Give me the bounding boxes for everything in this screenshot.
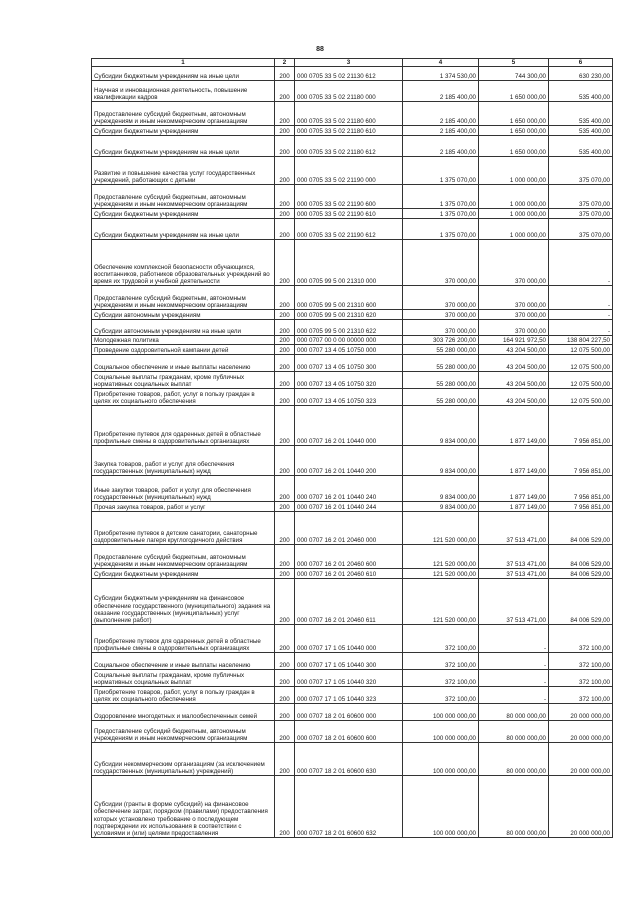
row-value-col5: 1 000 000,00 [479, 209, 549, 219]
table-row [92, 209, 613, 219]
row-value-col4: 2 185 400,00 [403, 81, 479, 102]
row-budget-code: 000 0707 16 2 01 20460 600 [295, 545, 403, 569]
row-value-col6: 375 070,00 [549, 185, 613, 209]
row-name: Предоставление субсидий бюджетным, автономным учреждениям и иным некоммерческим организациям [92, 721, 275, 743]
row-value-col5: 43 204 500,00 [479, 372, 549, 389]
row-value-col5: 370 000,00 [479, 310, 549, 320]
table-row [92, 545, 613, 569]
column-header: 3 [295, 59, 403, 67]
row-value-col6: 12 075 500,00 [549, 389, 613, 406]
table-row [92, 240, 613, 286]
row-value-col6: 535 400,00 [549, 81, 613, 102]
row-admin-code: 200 [275, 670, 295, 687]
row-name: Предоставление субсидий бюджетным, автономным учреждениям и иным некоммерческим организациям [92, 185, 275, 209]
row-value-col4: 121 520 000,00 [403, 545, 479, 569]
row-name: Социальные выплаты гражданам, кроме публичных нормативных социальных выплат [92, 372, 275, 389]
row-budget-code: 000 0707 16 2 01 20460 000 [295, 512, 403, 545]
row-value-col4: 100 000 000,00 [403, 704, 479, 721]
table-row [92, 670, 613, 687]
table-row [92, 579, 613, 625]
row-budget-code: 000 0707 13 4 05 10750 300 [295, 355, 403, 372]
row-admin-code: 200 [275, 126, 295, 136]
row-budget-code: 000 0705 99 5 00 21310 600 [295, 286, 403, 310]
row-budget-code: 000 0707 16 2 01 10440 244 [295, 502, 403, 512]
row-value-col5: 43 204 500,00 [479, 389, 549, 406]
row-value-col4: 370 000,00 [403, 240, 479, 286]
row-name: Приобретение товаров, работ, услуг в пользу граждан в целях их социального обеспечения [92, 687, 275, 704]
row-budget-code: 000 0707 13 4 05 10750 323 [295, 389, 403, 406]
row-value-col6: 12 075 500,00 [549, 372, 613, 389]
row-value-col6: - [549, 310, 613, 320]
row-value-col4: 1 374 530,00 [403, 67, 479, 81]
row-value-col5: 37 513 471,00 [479, 579, 549, 625]
row-name: Субсидии бюджетным учреждениям [92, 569, 275, 579]
row-value-col5: 80 000 000,00 [479, 776, 549, 838]
row-name: Иные закупки товаров, работ и услуг для обеспечения государственных (муниципальных) нужд [92, 476, 275, 502]
row-name: Предоставление субсидий бюджетным, автономным учреждениям и иным некоммерческим организациям [92, 545, 275, 569]
row-value-col5: - [479, 670, 549, 687]
row-value-col6: 20 000 000,00 [549, 721, 613, 743]
row-value-col6: 375 070,00 [549, 157, 613, 185]
row-value-col5: 1 000 000,00 [479, 219, 549, 240]
row-name: Приобретение товаров, работ, услуг в пользу граждан в целях их социального обеспечения [92, 389, 275, 406]
row-value-col6: 20 000 000,00 [549, 743, 613, 776]
row-value-col4: 2 185 400,00 [403, 126, 479, 136]
row-budget-code: 000 0707 16 2 01 20460 611 [295, 579, 403, 625]
row-name: Закупка товаров, работ и услуг для обеспечения государственных (муниципальных) нужд [92, 446, 275, 476]
row-value-col5: 1 650 000,00 [479, 136, 549, 157]
budget-table [91, 58, 613, 838]
table-row [92, 102, 613, 126]
row-value-col6: 12 075 500,00 [549, 345, 613, 355]
table-row [92, 569, 613, 579]
table-row [92, 446, 613, 476]
table-row [92, 687, 613, 704]
row-value-col5: 370 000,00 [479, 240, 549, 286]
row-value-col5: 1 877 149,00 [479, 476, 549, 502]
row-value-col6: 372 100,00 [549, 670, 613, 687]
row-value-col5: 37 513 471,00 [479, 569, 549, 579]
row-value-col4: 9 834 000,00 [403, 446, 479, 476]
row-value-col5: 37 513 471,00 [479, 545, 549, 569]
table-row [92, 185, 613, 209]
row-admin-code: 200 [275, 67, 295, 81]
table-row [92, 310, 613, 320]
row-value-col6: 20 000 000,00 [549, 704, 613, 721]
row-admin-code: 200 [275, 209, 295, 219]
table-row [92, 389, 613, 406]
table-row [92, 157, 613, 185]
row-budget-code: 000 0707 16 2 01 10440 200 [295, 446, 403, 476]
row-value-col6: 84 006 529,00 [549, 579, 613, 625]
row-admin-code: 200 [275, 310, 295, 320]
header-row [92, 59, 613, 67]
table-row [92, 345, 613, 355]
table-row [92, 476, 613, 502]
row-budget-code: 000 0705 33 5 02 21190 610 [295, 209, 403, 219]
row-name: Научная и инновационная деятельность, повышение квалификации кадров [92, 81, 275, 102]
row-admin-code: 200 [275, 81, 295, 102]
row-value-col5: - [479, 625, 549, 653]
row-admin-code: 200 [275, 687, 295, 704]
row-name: Приобретение путевок в детские санатории, санаторные оздоровительные лагеря круглогодичного действия [92, 512, 275, 545]
row-budget-code: 000 0705 99 5 00 21310 620 [295, 310, 403, 320]
row-admin-code: 200 [275, 406, 295, 446]
row-value-col6: - [549, 320, 613, 336]
row-value-col4: 372 100,00 [403, 653, 479, 670]
table-row [92, 372, 613, 389]
row-value-col6: 20 000 000,00 [549, 776, 613, 838]
row-value-col6: 7 956 851,00 [549, 446, 613, 476]
row-name: Субсидии автономным учреждениям [92, 310, 275, 320]
table-row [92, 743, 613, 776]
table-row [92, 320, 613, 336]
row-budget-code: 000 0707 18 2 01 60600 632 [295, 776, 403, 838]
row-name: Социальное обеспечение и иные выплаты населению [92, 653, 275, 670]
row-value-col4: 372 100,00 [403, 625, 479, 653]
row-value-col4: 303 726 200,00 [403, 336, 479, 345]
row-name: Субсидии бюджетным учреждениям на финансовое обеспечение государственного (муниципального) задания на оказание государственных (муниципальных) услуг (выполнение работ) [92, 579, 275, 625]
row-budget-code: 000 0707 16 2 01 10440 000 [295, 406, 403, 446]
row-name: Приобретение путевок для одаренных детей в областные профильные смены в оздоровительных организациях [92, 406, 275, 446]
row-value-col6: 7 956 851,00 [549, 406, 613, 446]
row-value-col6: 12 075 500,00 [549, 355, 613, 372]
row-admin-code: 200 [275, 240, 295, 286]
table-row [92, 286, 613, 310]
row-admin-code: 200 [275, 545, 295, 569]
row-value-col5: 1 877 149,00 [479, 446, 549, 476]
page-number: 88 [316, 46, 324, 53]
row-budget-code: 000 0707 18 2 01 60600 600 [295, 721, 403, 743]
row-budget-code: 000 0707 18 2 01 60600 630 [295, 743, 403, 776]
table-row [92, 81, 613, 102]
row-name: Субсидии некоммерческим организациям (за исключением государственных (муниципальных) учреждений) [92, 743, 275, 776]
row-name: Прочая закупка товаров, работ и услуг [92, 502, 275, 512]
row-name: Проведение оздоровительной кампании детей [92, 345, 275, 355]
table-row [92, 67, 613, 81]
row-value-col5: 370 000,00 [479, 286, 549, 310]
row-name: Предоставление субсидий бюджетным, автономным учреждениям и иным некоммерческим организациям [92, 286, 275, 310]
row-name: Субсидии (гранты в форме субсидий) на финансовое обеспечение затрат, порядком (правилами) предоставления которых установлено требование о последующем подтверждении их использования в соответствии с условиями и (или) целями предоставления [92, 776, 275, 838]
row-budget-code: 000 0707 17 1 05 10440 320 [295, 670, 403, 687]
row-budget-code: 000 0707 13 4 05 10750 320 [295, 372, 403, 389]
row-admin-code: 200 [275, 653, 295, 670]
row-admin-code: 200 [275, 136, 295, 157]
row-name: Субсидии бюджетным учреждениям на иные цели [92, 136, 275, 157]
row-budget-code: 000 0705 33 5 02 21190 000 [295, 157, 403, 185]
row-value-col5: 1 000 000,00 [479, 157, 549, 185]
row-admin-code: 200 [275, 157, 295, 185]
table-row [92, 336, 613, 345]
row-value-col6: 7 956 851,00 [549, 476, 613, 502]
row-value-col6: 372 100,00 [549, 653, 613, 670]
row-value-col6: 84 006 529,00 [549, 512, 613, 545]
row-value-col4: 121 520 000,00 [403, 512, 479, 545]
row-admin-code: 200 [275, 286, 295, 310]
row-admin-code: 200 [275, 512, 295, 545]
row-value-col4: 55 280 000,00 [403, 355, 479, 372]
row-admin-code: 200 [275, 776, 295, 838]
row-value-col6: 138 804 227,50 [549, 336, 613, 345]
row-value-col5: 1 877 149,00 [479, 502, 549, 512]
table-row [92, 704, 613, 721]
row-value-col4: 9 834 000,00 [403, 502, 479, 512]
row-value-col5: 80 000 000,00 [479, 743, 549, 776]
row-budget-code: 000 0705 33 5 02 21130 612 [295, 67, 403, 81]
row-admin-code: 200 [275, 476, 295, 502]
row-value-col4: 100 000 000,00 [403, 743, 479, 776]
row-name: Предоставление субсидий бюджетным, автономным учреждениям и иным некоммерческим организациям [92, 102, 275, 126]
row-value-col6: - [549, 286, 613, 310]
row-value-col5: - [479, 653, 549, 670]
row-value-col5: 43 204 500,00 [479, 345, 549, 355]
row-admin-code: 200 [275, 743, 295, 776]
row-value-col6: 372 100,00 [549, 687, 613, 704]
row-name: Субсидии бюджетным учреждениям на иные цели [92, 219, 275, 240]
row-value-col6: 375 070,00 [549, 209, 613, 219]
column-header: 5 [479, 59, 549, 67]
table-body [92, 67, 613, 838]
row-budget-code: 000 0705 99 5 00 21310 000 [295, 240, 403, 286]
table-row [92, 136, 613, 157]
row-name: Развитие и повышение качества услуг государственных учреждений, работающих с детьми [92, 157, 275, 185]
row-name: Оздоровление многодетных и малообеспеченных семей [92, 704, 275, 721]
row-admin-code: 200 [275, 704, 295, 721]
table-row [92, 721, 613, 743]
row-value-col4: 1 375 070,00 [403, 157, 479, 185]
table-row [92, 219, 613, 240]
row-value-col5: 80 000 000,00 [479, 721, 549, 743]
row-budget-code: 000 0705 33 5 02 21190 612 [295, 219, 403, 240]
row-value-col6: 630 230,00 [549, 67, 613, 81]
row-value-col6: 535 400,00 [549, 102, 613, 126]
row-value-col4: 372 100,00 [403, 670, 479, 687]
row-value-col4: 55 280 000,00 [403, 372, 479, 389]
table-row [92, 625, 613, 653]
table-row [92, 776, 613, 838]
table-row [92, 126, 613, 136]
row-budget-code: 000 0707 00 0 00 00000 000 [295, 336, 403, 345]
table-row [92, 502, 613, 512]
row-name: Обеспечение комплексной безопасности обучающихся, воспитанников, работников образовательных учреждений во время их трудовой и учебной деятельности [92, 240, 275, 286]
row-value-col4: 370 000,00 [403, 320, 479, 336]
row-budget-code: 000 0707 17 1 05 10440 323 [295, 687, 403, 704]
row-value-col6: 535 400,00 [549, 136, 613, 157]
row-value-col4: 1 375 070,00 [403, 219, 479, 240]
row-budget-code: 000 0707 13 4 05 10750 000 [295, 345, 403, 355]
row-budget-code: 000 0705 33 5 02 21180 612 [295, 136, 403, 157]
row-value-col4: 121 520 000,00 [403, 579, 479, 625]
row-value-col4: 2 185 400,00 [403, 136, 479, 157]
row-admin-code: 200 [275, 446, 295, 476]
row-value-col5: 80 000 000,00 [479, 704, 549, 721]
row-name: Субсидии бюджетным учреждениям [92, 126, 275, 136]
row-name: Социальные выплаты гражданам, кроме публичных нормативных социальных выплат [92, 670, 275, 687]
row-value-col4: 100 000 000,00 [403, 776, 479, 838]
row-admin-code: 200 [275, 625, 295, 653]
row-value-col5: 1 650 000,00 [479, 81, 549, 102]
row-value-col6: 372 100,00 [549, 625, 613, 653]
row-value-col6: 535 400,00 [549, 126, 613, 136]
row-value-col4: 121 520 000,00 [403, 569, 479, 579]
row-value-col6: 7 956 851,00 [549, 502, 613, 512]
row-value-col5: 1 650 000,00 [479, 102, 549, 126]
row-budget-code: 000 0707 18 2 01 60600 000 [295, 704, 403, 721]
row-name: Приобретение путевок для одаренных детей в областные профильные смены в оздоровительных организациях [92, 625, 275, 653]
row-value-col5: 37 513 471,00 [479, 512, 549, 545]
row-admin-code: 200 [275, 389, 295, 406]
row-name: Субсидии бюджетным учреждениям на иные цели [92, 67, 275, 81]
row-value-col4: 370 000,00 [403, 286, 479, 310]
row-value-col5: 43 204 500,00 [479, 355, 549, 372]
row-budget-code: 000 0707 16 2 01 20460 610 [295, 569, 403, 579]
row-value-col6: - [549, 240, 613, 286]
column-header: 4 [403, 59, 479, 67]
row-admin-code: 200 [275, 219, 295, 240]
row-budget-code: 000 0705 33 5 02 21180 000 [295, 81, 403, 102]
column-header: 1 [92, 59, 275, 67]
row-value-col4: 9 834 000,00 [403, 406, 479, 446]
row-budget-code: 000 0707 16 2 01 10440 240 [295, 476, 403, 502]
row-admin-code: 200 [275, 336, 295, 345]
row-admin-code: 200 [275, 579, 295, 625]
row-value-col5: 164 921 972,50 [479, 336, 549, 345]
row-value-col4: 55 280 000,00 [403, 345, 479, 355]
row-budget-code: 000 0705 33 5 02 21180 600 [295, 102, 403, 126]
column-header: 6 [549, 59, 613, 67]
row-admin-code: 200 [275, 102, 295, 126]
row-name: Субсидии бюджетным учреждениям [92, 209, 275, 219]
row-budget-code: 000 0707 17 1 05 10440 000 [295, 625, 403, 653]
row-value-col4: 1 375 070,00 [403, 185, 479, 209]
row-value-col6: 84 006 529,00 [549, 545, 613, 569]
row-value-col4: 55 280 000,00 [403, 389, 479, 406]
row-admin-code: 200 [275, 502, 295, 512]
column-header: 2 [275, 59, 295, 67]
row-value-col4: 9 834 000,00 [403, 476, 479, 502]
row-name: Молодежная политика [92, 336, 275, 345]
row-value-col4: 372 100,00 [403, 687, 479, 704]
row-name: Социальное обеспечение и иные выплаты населению [92, 355, 275, 372]
table-row [92, 653, 613, 670]
row-budget-code: 000 0705 33 5 02 21190 600 [295, 185, 403, 209]
row-value-col4: 2 185 400,00 [403, 102, 479, 126]
row-admin-code: 200 [275, 372, 295, 389]
row-admin-code: 200 [275, 569, 295, 579]
row-budget-code: 000 0705 99 5 00 21310 622 [295, 320, 403, 336]
row-admin-code: 200 [275, 320, 295, 336]
row-value-col4: 370 000,00 [403, 310, 479, 320]
row-budget-code: 000 0705 33 5 02 21180 610 [295, 126, 403, 136]
row-admin-code: 200 [275, 721, 295, 743]
table-row [92, 355, 613, 372]
table-row [92, 512, 613, 545]
row-budget-code: 000 0707 17 1 05 10440 300 [295, 653, 403, 670]
table-row [92, 406, 613, 446]
row-value-col6: 375 070,00 [549, 219, 613, 240]
row-value-col5: 1 877 149,00 [479, 406, 549, 446]
row-value-col6: 84 006 529,00 [549, 569, 613, 579]
row-admin-code: 200 [275, 355, 295, 372]
row-value-col4: 100 000 000,00 [403, 721, 479, 743]
row-value-col5: - [479, 687, 549, 704]
row-admin-code: 200 [275, 185, 295, 209]
row-value-col4: 1 375 070,00 [403, 209, 479, 219]
row-value-col5: 370 000,00 [479, 320, 549, 336]
row-value-col5: 1 000 000,00 [479, 185, 549, 209]
row-name: Субсидии автономным учреждениям на иные цели [92, 320, 275, 336]
row-admin-code: 200 [275, 345, 295, 355]
row-value-col5: 1 650 000,00 [479, 126, 549, 136]
row-value-col5: 744 300,00 [479, 67, 549, 81]
